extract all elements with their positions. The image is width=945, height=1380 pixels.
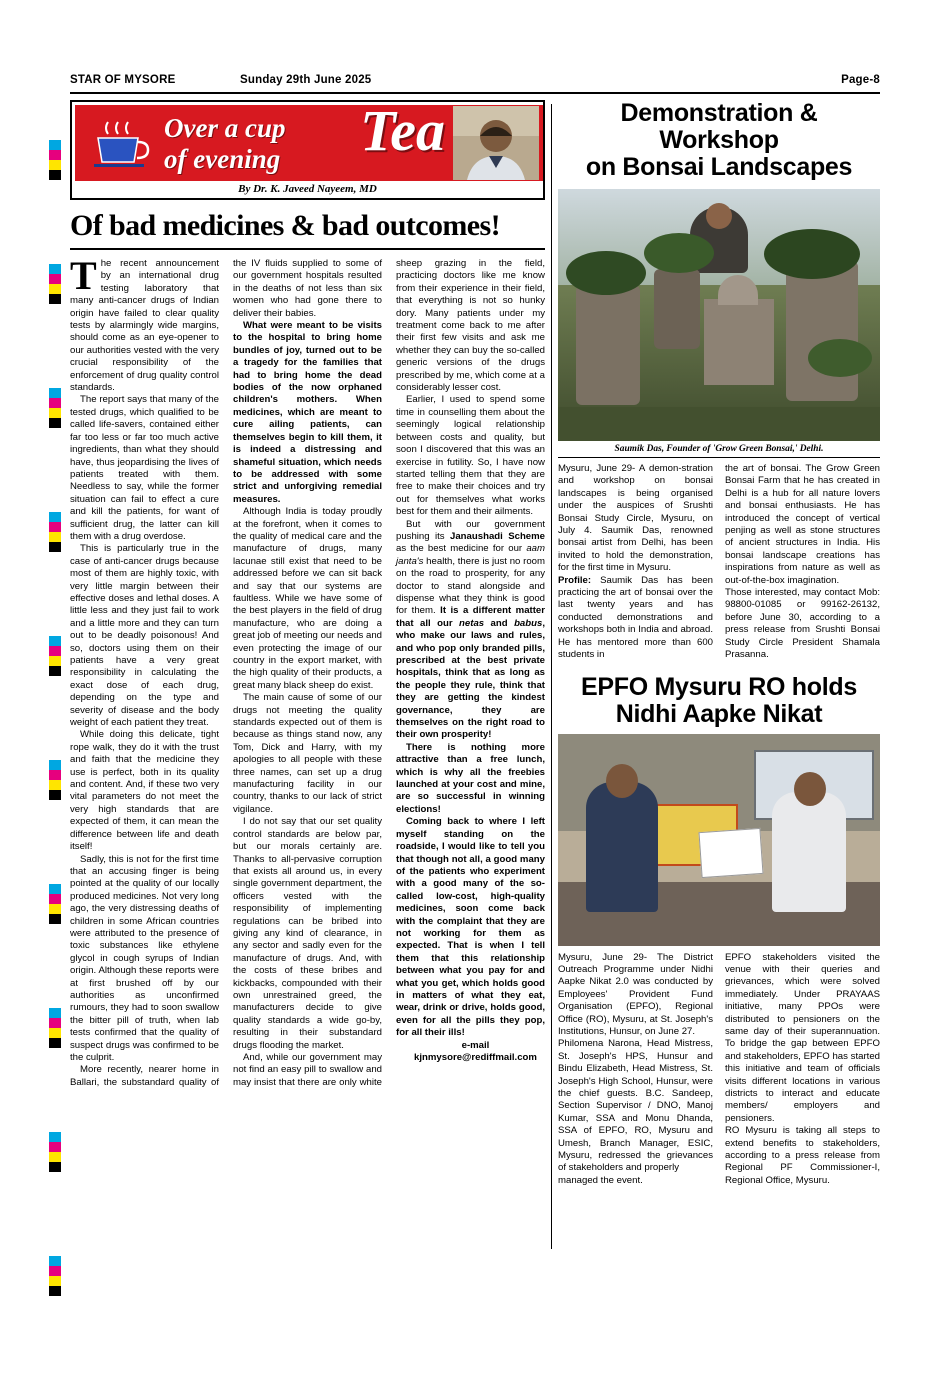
bonsai-photo (558, 189, 880, 441)
text-run-bold: Janaushadi Scheme (450, 530, 546, 542)
paragraph-text: he recent announcement by an international drug testing laboratory that many anti-cancer drugs of Indian origin have failed to clear quality tests by alarmingly wide margins, should come as an eye-opener to our authorities vested with the very crucial responsibility of the enforcement of drug quality control standards. (70, 258, 219, 394)
page-content (70, 100, 880, 1250)
paragraph (70, 253, 219, 394)
bonsai-body (558, 463, 880, 662)
paragraph-text: What were meant to be visits to the hospital to bring home bundles of joy, turned out to be a tragedy for the families that had to bring home the dead bodies of the now orphaned children's mothers. When medicines, which are meant to cure ailing patients, can themselves begin to kill them, it is indeed a distressing and shameful situation, which needs to be addressed with some strict and unforgiving remedial measures. (233, 320, 382, 505)
photo-person-right (772, 792, 846, 912)
registration-block (49, 760, 61, 800)
photo-rock (654, 269, 700, 349)
registration-block (49, 388, 61, 428)
paragraph: While doing this delicate, tight rope walk, they do it with the trust and faith that the medicine they use is perfect, both in its quality and content. And, if these two very vital parameters do not meet the very high standards that are expected of them, it can mean the difference between life and death itself! (70, 729, 219, 853)
page-number: Page-8 (841, 74, 880, 86)
text-run: But with our government pushing its (396, 518, 545, 542)
publication-name: STAR OF MYSORE (70, 74, 176, 86)
text-run-bold: and (484, 617, 515, 629)
paragraph: The report says that many of the tested drugs, which qualified to be called life-savers, contained either far too less or far too much active ingredients, than what they should have, thus jeopardising the lives of patients treated with them. Needless to say, while the former situation can fail to effect a cure and kill the patients, for want of sufficient drug, the latter can kill them with a drug overdose. (70, 394, 219, 542)
header-divider (70, 92, 880, 94)
column-feature (70, 100, 545, 1278)
feature-headline: Of bad medicines & bad outcomes! (70, 210, 545, 250)
columnist-byline: By Dr. K. Javeed Nayeem, MD (238, 183, 377, 195)
registration-block (49, 140, 61, 180)
photo-person-left (586, 782, 658, 912)
banner-title-line2: of evening (164, 144, 281, 174)
column-divider (551, 104, 552, 1249)
profile-label: Profile: (558, 574, 592, 586)
column-news (558, 100, 880, 1187)
paragraph-emphasis (396, 816, 545, 1039)
paragraph: managed the event. (558, 1174, 643, 1186)
registration-block (49, 1132, 61, 1172)
photo-tree (808, 339, 872, 377)
bonsai-headline (558, 100, 880, 181)
photo-tree (644, 233, 714, 273)
paragraph: the art of bonsai. The Grow Green Bonsai Farm that he has created in Delhi is a hub for all nature lovers and bonsai enthusiasts. He has introduced the concept of vertical penjing as well as stone structures of ancient structures in India. His bonsai landscape creations has inspirations from nature as well as out-of-the-box imagination. (725, 463, 880, 586)
columnist-photo (453, 106, 539, 180)
photo-rock (786, 261, 858, 401)
photo-tree (764, 229, 860, 279)
paragraph-mixed (396, 519, 545, 742)
paragraph: This is particularly true in the case of anti-cancer drugs because most of them are highly toxic, with very little margin between their effective doses and lethal doses. A little less and they just fail to work and a little more and they can turn out to be deadly poisonous! And so, doctors using them on their patients have a very great responsibility in calculating the exact dose of each drug, depending on the type and severity of disease and the body weight of each patient they treat. (70, 543, 219, 729)
drop-cap: T (70, 253, 97, 298)
paragraph: I do not say that our set quality control standards are below par, but our morals certainly are. Thanks to all-pervasive corruption that exists all around us, in every single government department, the officers vested with the responsibility of implementing regulations can be bribed into giving any kind of clearance, in any sector and sadly even for the manufacture of drugs. And, with the costs of these bribes and kickbacks, compounded with their own unrestrained greed, the manufacturers decide to give quality standards a wide go-by, resulting in their substandard drugs flooding the market. (233, 816, 382, 1051)
text-run-bold: , who make our laws and rules, and who pop only branded pills, prescribed at the best private hospitals, think that as long as the people they rule, think that they are getting the kindest governance, they are themselves on the right road to their own prosperity! (396, 617, 545, 741)
registration-block (49, 1008, 61, 1048)
registration-marks (49, 140, 61, 1380)
registration-block (49, 512, 61, 552)
photo-certificate (698, 827, 763, 877)
paragraph: Mysuru, June 29- A demon-stration and workshop on bonsai landscapes is being organised under the auspices of Srushti Bonsai Study Circle, Mysuru, on July 4. Saumik Das, renowned bonsai artist from Delhi, has been invited to hold the demonstration, for the first time in Mysuru. (558, 463, 713, 574)
bonsai-headline-line1: Demonstration & Workshop (620, 99, 818, 154)
photo-person-left-head (606, 764, 638, 798)
photo-person-head (706, 203, 732, 229)
tea-column-banner (70, 100, 545, 200)
epfo-headline (558, 674, 880, 728)
banner-title-word-tea: Tea (360, 100, 445, 163)
registration-block (49, 636, 61, 676)
text-run-bold-italic: netas (459, 617, 485, 629)
paragraph: Earlier, I used to spend some time in counselling them about the seemingly logical relationship between costs and quality, but soon I discovered that this was an exercise in futility. So, I have now started telling them that they are free to make their choices and try out for themselves what works best for them and their ailments. (396, 394, 545, 518)
text-run: health, there is just no room on the road to prosperity, for any doctor to stand alongside and dispense what they think is good for them. (396, 555, 545, 617)
epfo-headline-line1: EPFO Mysuru RO holds (581, 672, 857, 701)
banner-title-line1: Over a cup (164, 113, 286, 143)
bonsai-photo-caption: Saumik Das, Founder of 'Grow Green Bonsai,' Delhi. (558, 441, 880, 458)
email-address[interactable]: kjnmysore@rediffmail.com (414, 1052, 537, 1063)
tea-cup-icon (86, 118, 152, 170)
feature-body (70, 253, 546, 1278)
paragraph-profile (558, 575, 713, 662)
photo-foreground (558, 407, 880, 441)
paragraph: The main cause of some of our drugs not meeting the quality standards expected out of them is because as things stand now, any Tom, Dick and Harry, with my apologies to all people with these three names, can set up a drug manufacturing facility in our country, thanks to our lack of strict vigilance. (233, 692, 382, 815)
text-run-bold: It is a different matter that all our (396, 605, 545, 629)
epfo-headline-line2: Nidhi Aapke Nikat (615, 699, 823, 728)
bonsai-headline-line2: on Bonsai Landscapes (585, 153, 853, 181)
photo-rock (576, 285, 640, 405)
paragraph: Those interested, may contact Mob: 98800-01085 or 99162-26132, before June 30, according to a press release from Srushti Bonsai Study Circle President Shamala Prasanna. (725, 587, 880, 661)
text-run: as the best medicine for our (396, 543, 527, 555)
epfo-photo (558, 734, 880, 946)
photo-tree (566, 251, 646, 295)
publication-date: Sunday 29th June 2025 (240, 74, 372, 86)
paragraph: RO Mysuru is taking all steps to extend benefits to stakeholders, according to a press release from Regional PF Commissioner-I, Regional Office, Mysuru. (725, 1125, 880, 1186)
registration-block (49, 1256, 61, 1296)
paragraph-emphasis (233, 320, 382, 506)
paragraph: More recently, nearer home in Ballari, the substandard quality of the IV fluids supplied to some of our government hospitals resulted in the deaths of not less than six women who had gone there to deliver their babies. (70, 258, 382, 1088)
paragraph-text: Saumik Das has been practicing the art of bonsai over the last twenty years and has conducted demonstrations and workshops both in India and abroad. He has mentored more than 600 students in (558, 574, 713, 661)
photo-person-right-head (794, 772, 826, 806)
paragraph-emphasis (396, 742, 545, 816)
paragraph: EPFO stakeholders visited the venue with their queries and grievances, which were solved immediately. Under PRAYAAS initiative, many PPOs were distributed to pensioners on the same day of their superannuation. To bridge the gap between EPFO and stakeholders, EPFO has started this initiative and team of officials visits different locations in various districts to interact and educate members/ employers and pensioners. (725, 951, 880, 1124)
paragraph-text: Coming back to where I left myself standing on the roadside, I would like to tell you that though not all, a good many of the patients who experiment with a good many of the so-called low-cost, high-quality medicines, soon come back with the complaint that they are not working for them as expected. That is when I tell them that this relationship between what you pay for and what you get, which holds good in matters of what they eat, wear, drink or drive, holds good, even for all the pills they pop, for all their ills! (396, 816, 545, 1039)
epfo-body (558, 952, 880, 1188)
paragraph-text: There is nothing more attractive than a free lunch, which is why all the freebies launched at your cost and mine, are so successful in winning elections! (396, 741, 545, 815)
masthead (70, 74, 880, 86)
paragraph: Philomena Narona, Head Mistress, St. Joseph's HPS, Hunsur and Bindu Elizabeth, Head Mistress, St. Joseph's High School, Hunsur, were the chief guests. B.C. Sandeep, Section Supervisor / DNO, Manoj Kumar, SSA and Monu Dhanda, SSA of EPFO, RO, Mysuru and Umesh, Branch Manager, ESIC, Mysuru, redressed the grievances of stakeholders and properly (558, 1038, 713, 1174)
paragraph: And, while our government may not find an easy pill to swallow and may insist that there are only white sheep grazing in the field, practicing doctors like me know from their experience in their field, that everything is not so hunky dory. Many patients under my treatment come back to me after their first few visits and ask me whether they can buy the so-called generic versions of the drugs prescribed by me, which come at a considerably lesser cost. (233, 258, 545, 1088)
paragraph: Mysuru, June 29- The District Outreach Programme under Nidhi Aapke Nikat 2.0 was conducted by Employees' Provident Fund Organisation (EPFO), Regional Office (RO), Mysuru, at St. Joseph's Institutions, Hunsur, on June 27. (558, 951, 713, 1037)
registration-block (49, 884, 61, 924)
text-run-bold-italic: babus (514, 617, 543, 629)
email-label: e-mail (461, 1039, 490, 1051)
paragraph: Sadly, this is not for the first time that an accusing finger is being pointed at the quality of our locally produced medicines. Not very long ago, the very distressing deaths of children in some African countries were attributed to the presence of toxic substances like ethylene glycol in cough syrups of Indian origin. Although these reports were at first brushed off by our authorities as unconfirmed rumours, they had to soon swallow the bitter pill of truth, when lab tests confirmed that the quality of suspect drugs was confirmed to be the culprit. (70, 853, 219, 1063)
paragraph: Although India is today proudly at the forefront, when it comes to the quality of medical care and the manufacture of drugs, many lacunae still exist that need to be addressed before we can sit back and say that our systems are faultless. While we have some of the best players in the field of drug manufacture, who are doing a great job of meeting our needs and even protecting the image of our country in the export market, with the high quality of their products, a great many black sheep do exist. (233, 506, 382, 691)
photo-structure (704, 299, 774, 385)
text-run-italic: aam janta's (396, 543, 545, 567)
registration-block (49, 264, 61, 304)
